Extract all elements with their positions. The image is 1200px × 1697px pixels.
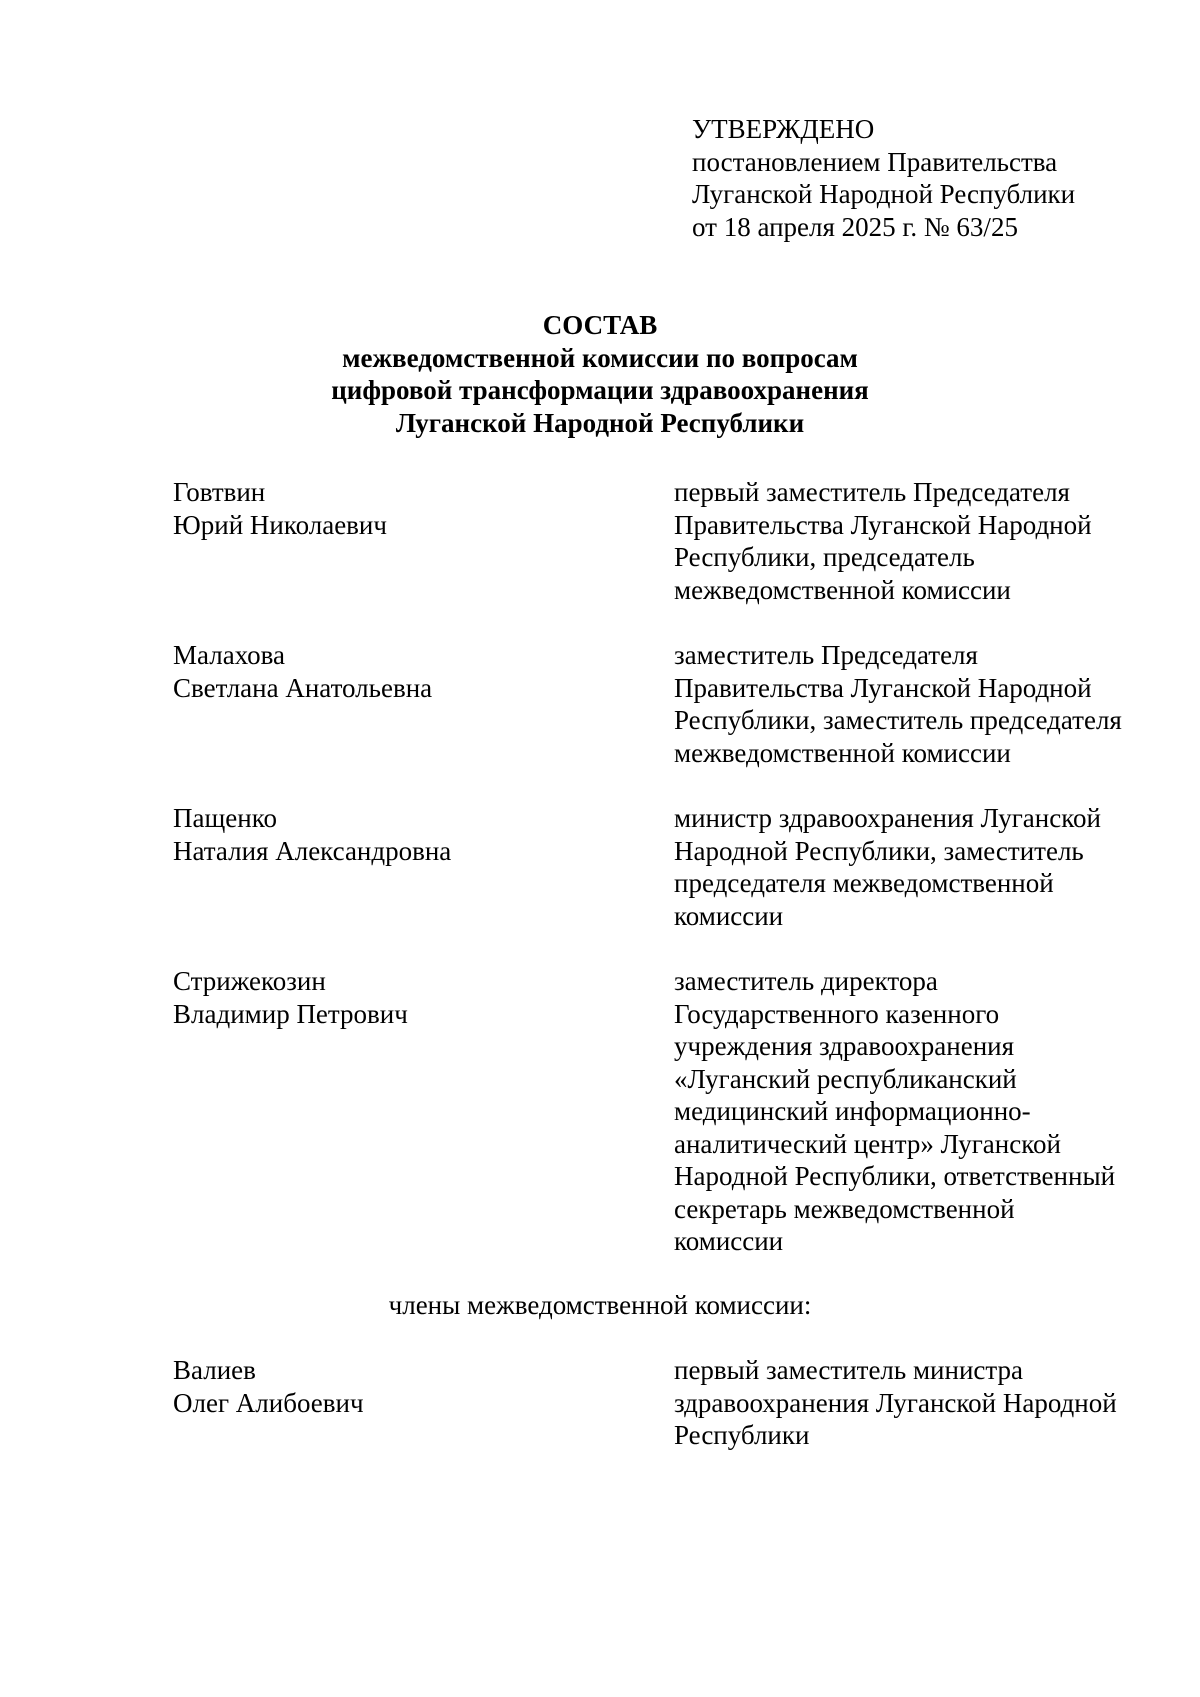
member-surname: Малахова [173,640,286,670]
member-name [173,1354,643,1419]
member-given-names: Владимир Петрович [173,998,408,1029]
member-role-line: секретарь межведомственной [674,1193,1015,1224]
member-role-line: Республики, заместитель председателя [674,705,1122,735]
member-role-line: межведомственной комиссии [674,574,1011,605]
member-given-names: Юрий Николаевич [173,509,387,540]
member-role [674,476,1174,606]
approval-stamp [692,113,1172,243]
member-role [674,965,1174,1258]
member-name [173,476,643,541]
member-role-line: Народной Республики, ответственный [674,1161,1116,1191]
member-role-line: Государственного казенного [674,998,1000,1029]
member-surname: Стрижекозин [173,966,326,996]
member-role-line: заместитель Председателя [674,640,978,670]
member-name [173,802,643,867]
member-role-line: первый заместитель министра [674,1355,1023,1385]
title-line: межведомственной комиссии по вопросам [342,342,858,373]
member-role-line: Народной Республики, заместитель [674,835,1084,866]
member-role-line: межведомственной комиссии [674,737,1011,768]
member-role-line: председателя межведомственной [674,868,1054,898]
member-name [173,965,643,1030]
approval-heading: УТВЕРЖДЕНО [692,114,875,144]
member-role-line: Правительства Луганской Народной [674,672,1092,703]
member-surname: Валиев [173,1355,256,1385]
member-role [674,1354,1174,1452]
document-title [0,309,1200,439]
member-role-line: Республики [674,1420,810,1450]
member-role-line: министр здравоохранения Луганской [674,803,1101,833]
member-role [674,639,1174,769]
title-line: Луганской Народной Республики [395,407,805,438]
approval-date-number: от 18 апреля 2025 г. № 63/25 [692,211,1018,242]
member-role-line: заместитель директора [674,966,938,996]
member-role-line: Республики, председатель [674,542,975,572]
member-role-line: медицинский информационно- [674,1096,1031,1126]
member-given-names: Олег Алибоевич [173,1387,364,1418]
member-name [173,639,643,704]
title-line: цифровой трансформации здравоохранения [331,375,869,405]
approval-line: постановлением Правительства [692,146,1058,177]
member-role-line: комиссии [674,1226,784,1256]
approval-line: Луганской Народной Республики [692,179,1076,209]
member-role-line: здравоохранения Луганской Народной [674,1387,1117,1418]
member-role-line: комиссии [674,900,784,931]
member-surname: Пащенко [173,803,277,833]
member-role-line: аналитический центр» Луганской [674,1128,1061,1159]
member-surname: Говтвин [173,477,266,507]
member-role [674,802,1174,932]
member-role-line: учреждения здравоохранения [674,1031,1015,1061]
member-role-line: «Луганский республиканский [674,1063,1017,1094]
title-heading: СОСТАВ [542,310,658,340]
member-role-line: первый заместитель Председателя [674,477,1070,507]
members-section-heading: члены межведомственной комиссии: [388,1290,812,1320]
member-given-names: Светлана Анатольевна [173,672,433,703]
member-role-line: Правительства Луганской Народной [674,509,1092,540]
member-given-names: Наталия Александровна [173,835,452,866]
